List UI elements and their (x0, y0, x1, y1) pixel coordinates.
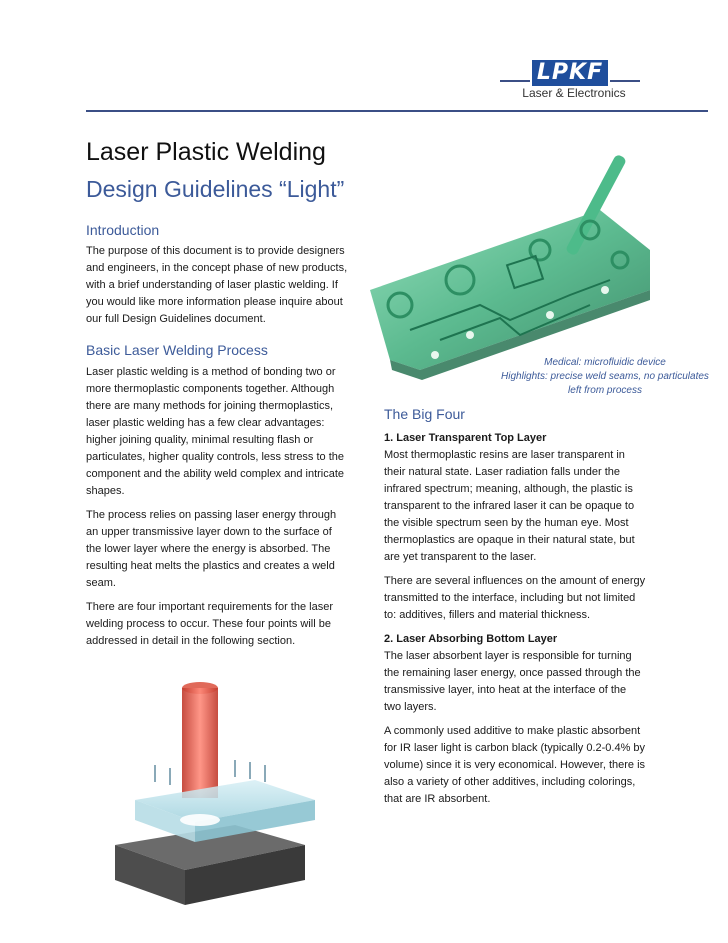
item2-p2: A commonly used additive to make plastic absorbent for IR laser light is carbon black (typically 0.2-0.4% by volume) since it is very economical. However, there is also a variety of other additives, including colorings, that are IR absorbent. (384, 725, 646, 805)
intro-heading: Introduction (86, 222, 160, 238)
image-caption (500, 356, 710, 398)
logo-rule-left (500, 80, 530, 82)
logo-tagline: Laser & Electronics (522, 86, 626, 100)
big-four-heading: The Big Four (384, 406, 465, 422)
logo-wordmark: LPKF (532, 60, 608, 86)
basic-process-p1: Laser plastic welding is a method of bonding two or more thermoplastic components together. Although there are many methods for joining thermoplastics, laser plastic welding has a few clear advantages: higher joining quality, minimal resulting flash or particulates, higher quality controls, less stress to the component and the ability weld complex and intricate shapes. (86, 366, 345, 497)
logo-rule-right (610, 80, 640, 82)
item2-p1: The laser absorbent layer is responsible for turning the remaining laser energy, once passed through the transmissive layer, into heat at the interface of the two layers. (384, 650, 641, 713)
left-column (86, 222, 348, 650)
basic-process-p3: There are four important requirements for the laser welding process to occur. These four points will be addressed in detail in the following section. (86, 601, 334, 647)
page-title: Laser Plastic Welding (86, 138, 326, 166)
intro-text: The purpose of this document is to provide designers and engineers, in the concept phase of new products, with a brief understanding of laser plastic welding. If you would like more information please inquire about our full Design Guidelines document. (86, 245, 348, 325)
basic-process-heading: Basic Laser Welding Process (86, 342, 268, 358)
item2-title: 2. Laser Absorbing Bottom Layer (384, 633, 558, 645)
logo (500, 50, 640, 105)
item1-title: 1. Laser Transparent Top Layer (384, 432, 547, 444)
caption-line-1: Medical: microfluidic device (544, 357, 666, 368)
caption-line-3: left from process (568, 385, 642, 396)
laser-welding-diagram (105, 670, 335, 920)
caption-line-2: Highlights: precise weld seams, no particulates (501, 371, 709, 382)
microfluidic-device-image (350, 130, 710, 390)
item1-p1: Most thermoplastic resins are laser transparent in their natural state. Laser radiation falls under the infrared spectrum; meaning, although, the plastic is transparent to the infrared laser it can be opaque to the visible spectrum seen by the human eye. Most thermoplastics are opaque in their natural state, but are yet transparent to the laser. (384, 449, 635, 563)
header-rule (86, 110, 708, 112)
page-subtitle: Design Guidelines “Light” (86, 176, 345, 202)
basic-process-p2: The process relies on passing laser energy through an upper transmissive layer down to the surface of the lower layer where the energy is absorbed. The resulting heat melts the plastics and creates a weld seam. (86, 509, 337, 589)
right-column (384, 406, 646, 808)
item1-p2: There are several influences on the amount of energy transmitted to the interface, including but not limited to: additives, fillers and material thickness. (384, 575, 646, 621)
